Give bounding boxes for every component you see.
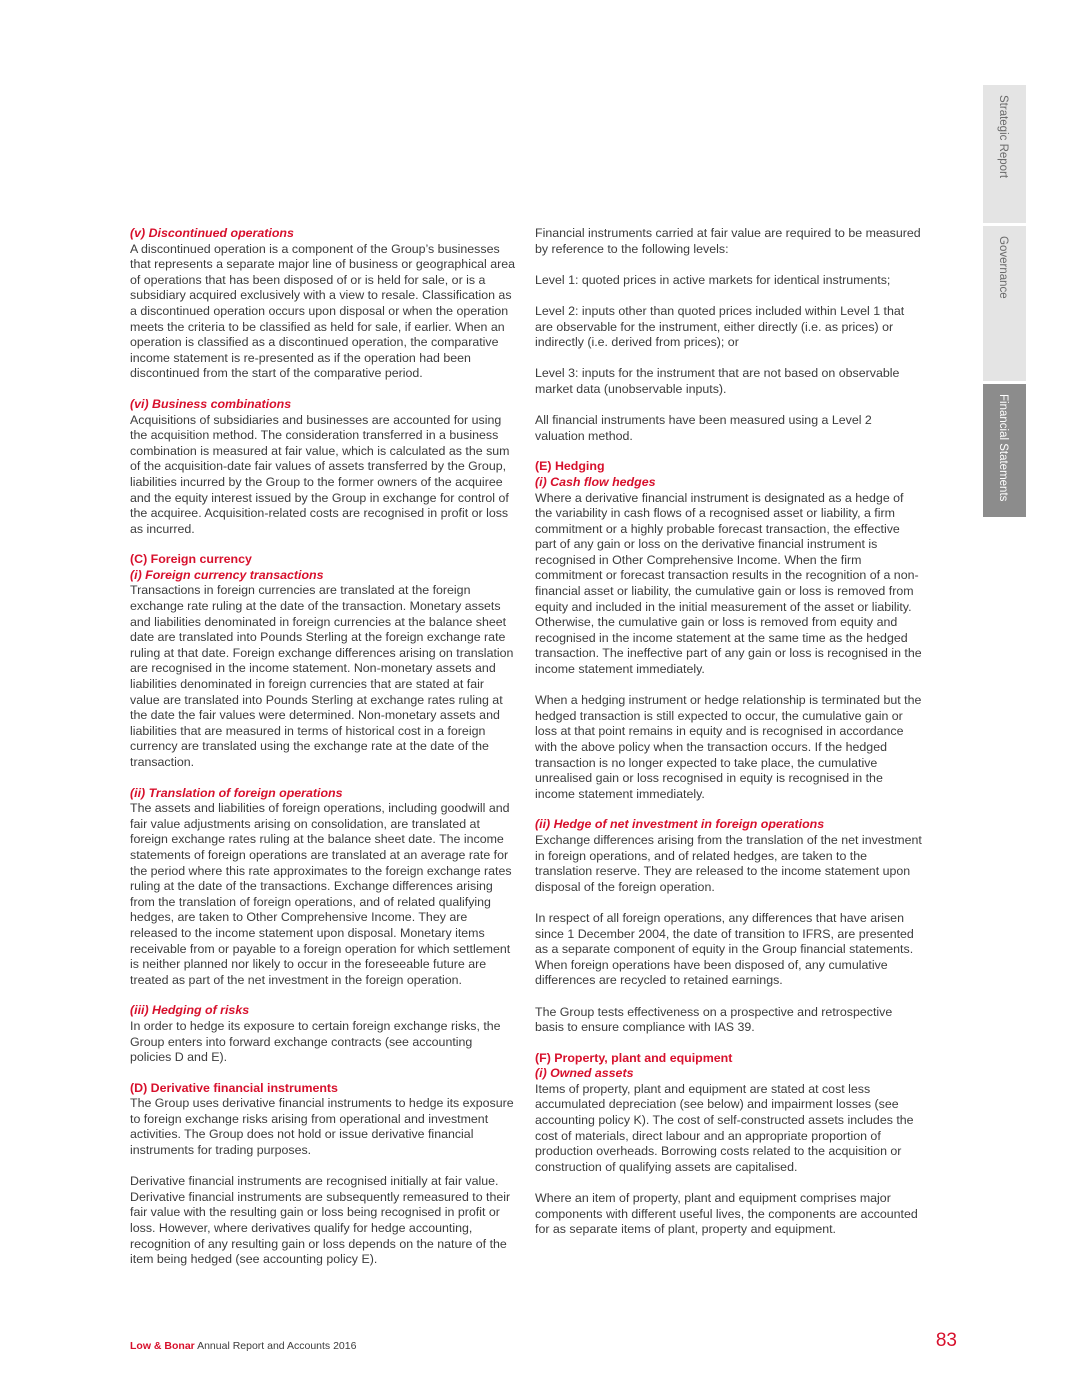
section-business-combinations xyxy=(130,397,516,537)
tab-strategic-report[interactable] xyxy=(983,85,1026,223)
section-property-plant-equipment xyxy=(535,1051,923,1238)
paragraph: Derivative financial instruments are recognised initially at fair value. Derivative financial instruments are subsequently remeasured to their fair value with the resulting gain or loss being recognised in profit or loss. However, where derivatives qualify for hedge accounting, recognition of any resulting gain or loss depends on the nature of the item being hedged (see accounting policy E). xyxy=(130,1174,511,1267)
footer-brand: Low & Bonar xyxy=(130,1340,195,1352)
paragraph: The Group tests effectiveness on a prospective and retrospective basis to ensure compliance with IAS 39. xyxy=(535,1004,893,1035)
page-number: 83 xyxy=(935,1330,957,1351)
section-derivative-instruments xyxy=(130,1081,516,1268)
paragraph: Where an item of property, plant and equipment comprises major components with different useful lives, the components are accounted for as separate items of plant, property and equipment. xyxy=(535,1191,918,1237)
section-heading: (iii) Hedging of risks xyxy=(130,1003,250,1018)
paragraph: Level 3: inputs for the instrument that are not based on observable market data (unobservable inputs). xyxy=(535,366,900,396)
tab-label: Governance xyxy=(997,236,1009,299)
paragraph: In respect of all foreign operations, any differences that have arisen since 1 December 2004, the date of transition to IFRS, are presented as a separate component of equity in the Group financial statements. When foreign operations have been disposed of, any cumulative differences are recycled to retained earnings. xyxy=(535,910,914,988)
right-column xyxy=(535,226,923,1253)
paragraph: Acquisitions of subsidiaries and businesses are accounted for using the acquisition method. The consideration transferred in a business combination is measured at fair value, which is calculated as the sum of the acquisition-date fair values of assets transferred by the Group, liabilities incurred by the Group to the former owners of the acquiree and the equity interest issued by the Group in exchange for control of the acquiree. Acquisition-related costs are recognised in profit or loss as incurred. xyxy=(130,412,510,536)
paragraph: All financial instruments have been measured using a Level 2 valuation method. xyxy=(535,413,872,443)
paragraph: In order to hedge its exposure to certain foreign exchange risks, the Group enters into forward exchange contracts (see accounting policies D and E). xyxy=(130,1018,501,1065)
section-discontinued-operations xyxy=(130,226,516,382)
section-net-investment-hedge xyxy=(535,817,923,1035)
tab-label: Strategic Report xyxy=(997,95,1009,179)
tab-label: Financial Statements xyxy=(997,394,1009,502)
section-heading: (E) Hedging xyxy=(535,459,605,474)
section-heading: (v) Discontinued operations xyxy=(130,226,294,240)
paragraph: Level 1: quoted prices in active markets for identical instruments; xyxy=(535,272,891,287)
section-heading: (C) Foreign currency xyxy=(130,552,252,567)
paragraph: A discontinued operation is a component of the Group’s businesses that represents a separate major line of business or geographical area of operations that has been disposed of or is held for sale, or is a subsidiary acquired exclusively with a view to resale. Classification as a discontinued operation occurs upon disposal or when the operation meets the criteria to be classified as held for sale, if earlier. When an operation is classified as a discontinued operation, the comparative income statement is re-presented as if the operation had been discontinued from the start of the comparative period. xyxy=(130,241,516,381)
section-heading: (ii) Hedge of net investment in foreign operations xyxy=(535,817,825,832)
tab-governance[interactable] xyxy=(983,226,1026,381)
footer xyxy=(130,1340,356,1352)
paragraph: Level 2: inputs other than quoted prices included within Level 1 that are observable for the instrument, either directly (i.e. as prices) or indirectly (i.e. derived from prices); or xyxy=(535,303,905,350)
left-column xyxy=(130,226,516,1283)
section-heading: (vi) Business combinations xyxy=(130,396,292,411)
section-subheading: (i) Cash flow hedges xyxy=(535,474,656,489)
paragraph: Items of property, plant and equipment are stated at cost less accumulated depreciation (see below) and impairment losses (see accounting policy K). The cost of self-constructed assets includes the cost of materials, direct labour and an appropriate proportion of production overheads. Borrowing costs related to the acquisition or construction of qualifying assets are capitalised. xyxy=(535,1081,914,1174)
section-subheading: (i) Owned assets xyxy=(535,1066,634,1081)
section-hedging-of-risks xyxy=(130,1003,516,1065)
section-fair-value-levels xyxy=(535,226,923,444)
section-foreign-currency xyxy=(130,552,516,770)
section-heading: (F) Property, plant and equipment xyxy=(535,1050,733,1065)
paragraph: The assets and liabilities of foreign operations, including goodwill and fair value adjustments arising on consolidation, are translated at foreign exchange rates ruling at the balance sheet date. The income statements of foreign operations are translated at an average rate for the period where this rate approximates to the foreign exchange rates ruling at the date of the transactions. Exchange differences arising from the translation of foreign operations, and of related qualifying hedges, are taken to Other Comprehensive Income. They are released to the income statement upon disposal. Monetary items receivable from or payable to a foreign operation for which settlement is neither planned nor likely to occur in the foreseeable future are treated as part of the net investment in the foreign operation. xyxy=(130,801,512,987)
footer-title: Annual Report and Accounts 2016 xyxy=(194,1340,357,1352)
section-hedging xyxy=(535,459,923,802)
section-heading: (ii) Translation of foreign operations xyxy=(130,785,343,800)
section-tabs xyxy=(983,85,1026,520)
paragraph: Where a derivative financial instrument is designated as a hedge of the variability in cash flows of a recognised asset or liability, a firm commitment or a highly probable forecast transaction, the effective part of any gain or loss on the derivative financial instrument is recognised in Other Comprehensive Income. When the firm commitment or forecast transaction results in the recognition of a non-financial asset or liability, the cumulative gain or loss is removed from equity and included in the initial measurement of the asset or liability. Otherwise, the cumulative gain or loss is removed from equity and recognised in the income statement at the same time as the hedged transaction. The ineffective part of any gain or loss is recognised in the income statement immediately. xyxy=(535,490,922,677)
paragraph: When a hedging instrument or hedge relationship is terminated but the hedged transaction is still expected to occur, the cumulative gain or loss at that point remains in equity and is recognised in accordance with the above policy when the transaction occurs. If the hedged transaction is no longer expected to take place, the cumulative unrealised gain or loss recognised in equity is recognised in the income statement immediately. xyxy=(535,693,922,801)
section-translation-foreign-operations xyxy=(130,786,516,989)
section-subheading: (i) Foreign currency transactions xyxy=(130,567,324,582)
paragraph: Exchange differences arising from the translation of the net investment in foreign operations, and of related hedges, are taken to the translation reserve. They are released to the income statement upon disposal of the foreign operation. xyxy=(535,832,922,894)
section-heading: (D) Derivative financial instruments xyxy=(130,1080,338,1095)
paragraph: The Group uses derivative financial instruments to hedge its exposure to foreign exchange risks arising from operational and investment activities. The Group does not hold or issue derivative financial instruments for trading purposes. xyxy=(130,1096,514,1158)
paragraph: Transactions in foreign currencies are translated at the foreign exchange rate ruling at the date of the transaction. Monetary assets and liabilities denominated in foreign currencies at the balance sheet date are translated into Pounds Sterling at the foreign exchange rate ruling at that date. Foreign exchange differences arising on translation are recognised in the income statement. Non-monetary assets and liabilities denominated in foreign currencies that are stated at fair value are translated into Pounds Sterling at exchange rates ruling at the date the fair values were determined. Non-monetary assets and liabilities that are measured in terms of historical cost in a foreign currency are translated using the exchange rate at the date of the transaction. xyxy=(130,583,514,769)
tab-financial-statements[interactable] xyxy=(983,384,1026,517)
paragraph: Financial instruments carried at fair value are required to be measured by reference to the following levels: xyxy=(535,226,921,256)
